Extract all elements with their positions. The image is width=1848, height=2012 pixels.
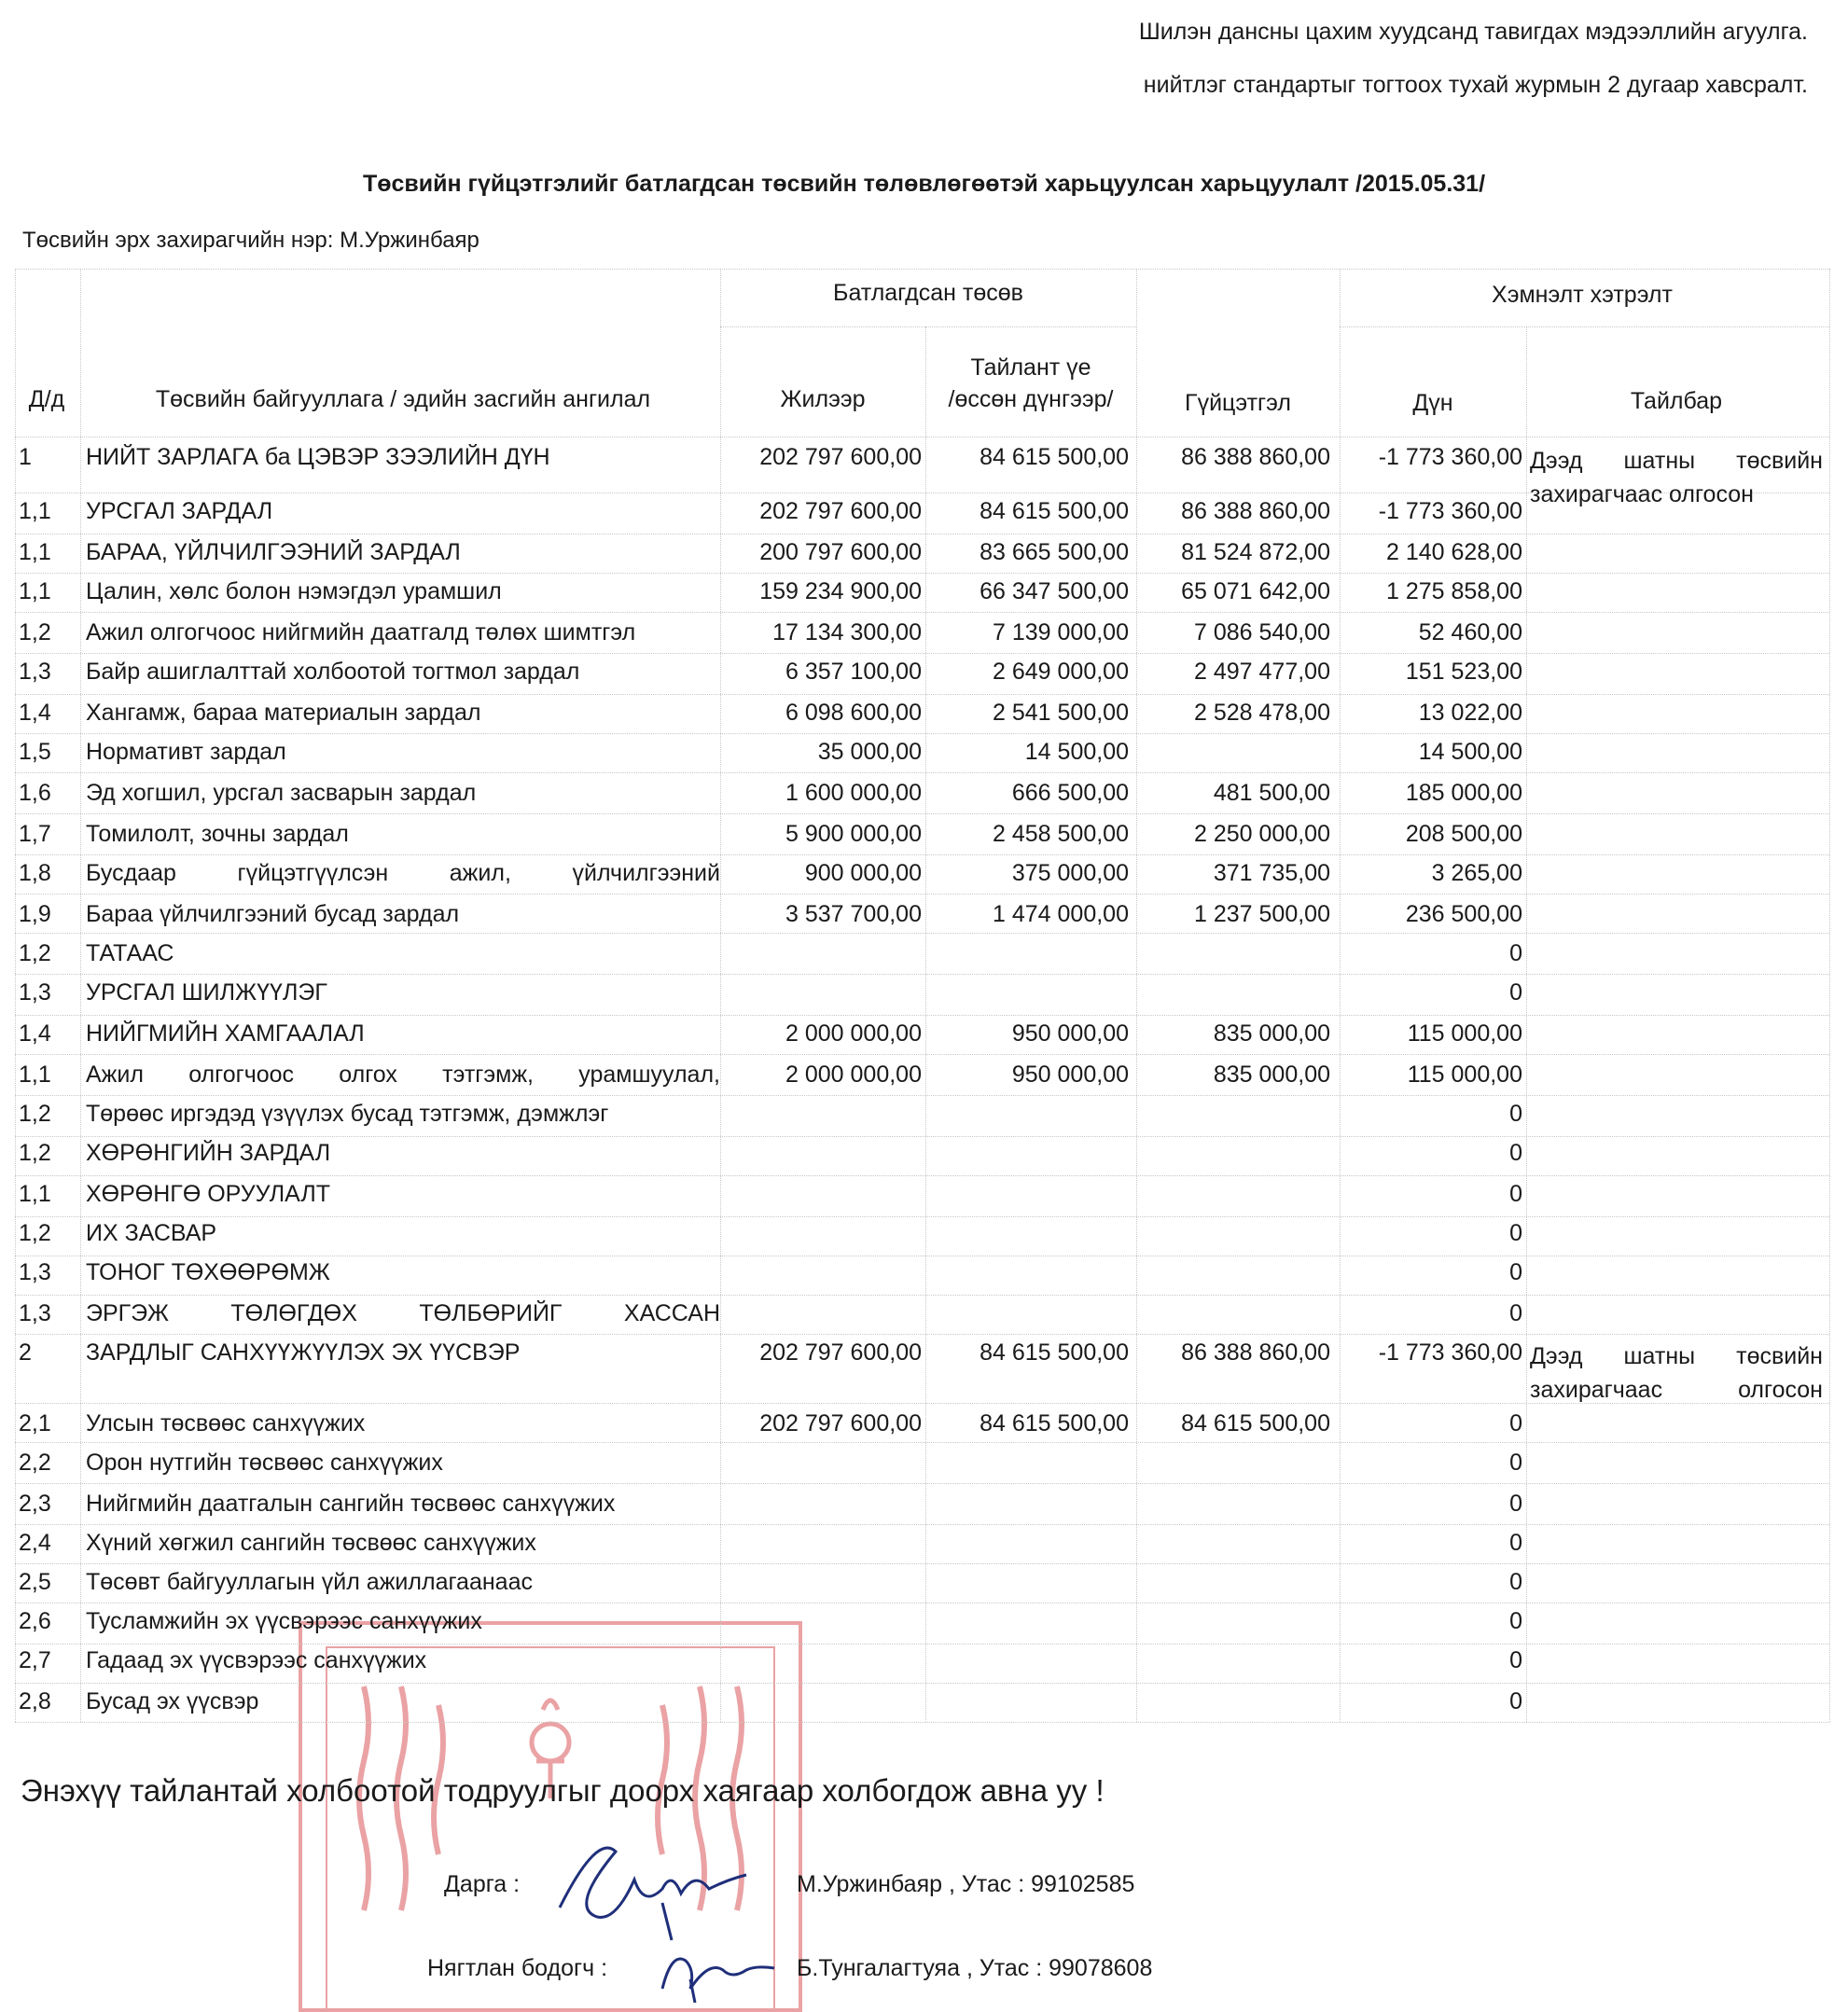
row-note-line2: захирагчаас олгосон bbox=[1530, 1377, 1823, 1403]
row-period: 2 541 500,00 bbox=[993, 700, 1129, 726]
header-amount: Дүн bbox=[1412, 390, 1453, 416]
row-period: 84 615 500,00 bbox=[980, 444, 1129, 470]
row-name: ТОНОГ ТӨХӨӨРӨМЖ bbox=[86, 1259, 330, 1285]
row-name: Тусламжийн эх үүсвэрээс санхүүжих bbox=[86, 1608, 482, 1634]
row-annual: 2 000 000,00 bbox=[785, 1020, 922, 1047]
row-performance: 86 388 860,00 bbox=[1181, 498, 1330, 524]
row-name: Цалин, хөлс болон нэмэгдэл урамшил bbox=[86, 578, 502, 604]
row-performance: 7 086 540,00 bbox=[1194, 619, 1330, 645]
table-row bbox=[15, 1300, 1829, 1334]
row-performance: 84 615 500,00 bbox=[1181, 1410, 1330, 1436]
row-period: 84 615 500,00 bbox=[980, 1339, 1129, 1366]
table-row bbox=[15, 578, 1829, 612]
table-row bbox=[15, 739, 1829, 772]
row-name: БАРАА, ҮЙЛЧИЛГЭЭНИЙ ЗАРДАЛ bbox=[86, 539, 461, 565]
row-amount: 0 bbox=[1509, 1181, 1522, 1207]
row-period: 84 615 500,00 bbox=[980, 498, 1129, 524]
row-annual: 200 797 600,00 bbox=[759, 539, 922, 565]
row-number: 2,1 bbox=[19, 1410, 51, 1436]
row-annual: 6 357 100,00 bbox=[785, 659, 922, 685]
row-amount: 0 bbox=[1509, 940, 1522, 966]
header-period-1: Тайлант үе bbox=[970, 354, 1091, 381]
header-line-2: нийтлэг стандартыг тогтоох тухай журмын 2 дугаар хавсралт. bbox=[1143, 72, 1808, 98]
grid-line bbox=[15, 1295, 1829, 1296]
grid-line bbox=[15, 1015, 1829, 1016]
row-number: 2 bbox=[19, 1339, 32, 1366]
row-performance: 1 237 500,00 bbox=[1194, 901, 1330, 927]
row-performance: 2 250 000,00 bbox=[1194, 821, 1330, 847]
row-name: НИЙТ ЗАРЛАГА ба ЦЭВЭР ЗЭЭЛИЙН ДҮН bbox=[86, 444, 550, 470]
row-annual: 202 797 600,00 bbox=[759, 1410, 922, 1436]
row-number: 1,7 bbox=[19, 821, 51, 847]
row-amount: 0 bbox=[1509, 979, 1522, 1006]
grid-line bbox=[15, 733, 1829, 734]
row-amount: 0 bbox=[1509, 1569, 1522, 1595]
row-amount: 0 bbox=[1509, 1300, 1522, 1326]
table-row bbox=[15, 1220, 1829, 1254]
row-annual: 202 797 600,00 bbox=[759, 1339, 922, 1366]
row-amount: 0 bbox=[1509, 1647, 1522, 1673]
header-annual: Жилээр bbox=[780, 386, 866, 412]
row-number: 1,8 bbox=[19, 860, 51, 886]
row-performance: 835 000,00 bbox=[1213, 1020, 1330, 1047]
header-note: Тайлбар bbox=[1630, 388, 1723, 414]
row-amount: 0 bbox=[1509, 1530, 1522, 1556]
table-row bbox=[15, 979, 1829, 1013]
header-line-1: Шилэн дансны цахим хуудсанд тавигдах мэдээллийн агуулга. bbox=[1138, 19, 1808, 45]
row-annual: 2 000 000,00 bbox=[785, 1062, 922, 1088]
row-number: 1,2 bbox=[19, 1101, 51, 1127]
grid-line bbox=[15, 1722, 1829, 1723]
header-num: Д/д bbox=[28, 386, 65, 412]
row-number: 2,7 bbox=[19, 1647, 51, 1673]
table-row bbox=[15, 1410, 1829, 1444]
row-annual: 35 000,00 bbox=[817, 739, 922, 765]
row-amount: 0 bbox=[1509, 1259, 1522, 1285]
row-note bbox=[1530, 1339, 1823, 1407]
row-name: Ажил олгогчоос олгох тэтгэмж, урамшуулал, bbox=[86, 1062, 720, 1088]
row-note-line2: захирагчаас олгосон bbox=[1530, 481, 1754, 507]
row-number: 1,1 bbox=[19, 1062, 51, 1088]
grid-line bbox=[15, 1175, 1829, 1176]
row-number: 2,4 bbox=[19, 1530, 51, 1556]
grid-line bbox=[15, 573, 1829, 574]
row-period: 7 139 000,00 bbox=[993, 619, 1129, 645]
row-name: Орон нутгийн төсвөөс санхүүжих bbox=[86, 1450, 443, 1476]
row-name: НИЙГМИЙН ХАМГААЛАЛ bbox=[86, 1020, 365, 1047]
row-number: 1 bbox=[19, 444, 32, 470]
table-row bbox=[15, 1020, 1829, 1054]
row-performance: 86 388 860,00 bbox=[1181, 1339, 1330, 1366]
row-name: Бусад эх үүсвэр bbox=[86, 1688, 259, 1714]
row-period: 950 000,00 bbox=[1011, 1062, 1129, 1088]
grid-line bbox=[15, 653, 1829, 654]
row-annual: 6 098 600,00 bbox=[785, 700, 922, 726]
row-amount: 0 bbox=[1509, 1220, 1522, 1246]
row-note-line1: Дээд шатны төсвийн bbox=[1530, 448, 1823, 474]
row-name: Хүний хөгжил сангийн төсвөөс санхүүжих bbox=[86, 1530, 536, 1556]
row-name: Гадаад эх үүсвэрээс санхүүжих bbox=[86, 1647, 427, 1673]
row-period: 66 347 500,00 bbox=[980, 578, 1129, 604]
row-period: 84 615 500,00 bbox=[980, 1410, 1129, 1436]
row-period: 1 474 000,00 bbox=[993, 901, 1129, 927]
row-number: 2,5 bbox=[19, 1569, 51, 1595]
row-number: 1,1 bbox=[19, 539, 51, 565]
row-number: 1,2 bbox=[19, 940, 51, 966]
table-row bbox=[15, 1140, 1829, 1173]
grid-line bbox=[15, 269, 1829, 270]
row-amount: 0 bbox=[1509, 1101, 1522, 1127]
row-name: ЗАРДЛЫГ САНХҮҮЖҮҮЛЭХ ЭХ ҮҮСВЭР bbox=[86, 1339, 521, 1366]
row-amount: 0 bbox=[1509, 1491, 1522, 1517]
row-name: Бараа үйлчилгээний бусад зардал bbox=[86, 901, 460, 927]
grid-line bbox=[15, 1216, 1829, 1217]
row-number: 1,1 bbox=[19, 1181, 51, 1207]
table-row bbox=[15, 1259, 1829, 1293]
row-name: Томилолт, зочны зардал bbox=[86, 821, 349, 847]
grid-line bbox=[15, 1563, 1829, 1564]
row-performance: 81 524 872,00 bbox=[1181, 539, 1330, 565]
table-row bbox=[15, 498, 1829, 532]
table-row bbox=[15, 619, 1829, 653]
table-row bbox=[15, 539, 1829, 573]
budget-manager-name: Төсвийн эрх захирагчийн нэр: М.Уржинбаяр bbox=[22, 228, 479, 253]
row-amount: 115 000,00 bbox=[1407, 1062, 1522, 1088]
row-name: Бусдаар гүйцэтгүүлсэн ажил, үйлчилгээний bbox=[86, 860, 720, 886]
row-number: 1,3 bbox=[19, 1300, 51, 1326]
row-number: 1,3 bbox=[19, 1259, 51, 1285]
row-amount: 3 265,00 bbox=[1431, 860, 1522, 886]
accountant-signature bbox=[653, 1942, 784, 2007]
grid-line bbox=[15, 1683, 1829, 1684]
row-amount: 0 bbox=[1509, 1410, 1522, 1436]
accountant-label: Нягтлан бодогч : bbox=[427, 1955, 608, 1981]
row-annual: 159 234 900,00 bbox=[759, 578, 922, 604]
table-row bbox=[15, 1647, 1829, 1681]
row-amount: 2 140 628,00 bbox=[1386, 539, 1522, 565]
row-period: 375 000,00 bbox=[1011, 860, 1129, 886]
row-amount: 208 500,00 bbox=[1405, 821, 1522, 847]
table-row bbox=[15, 780, 1829, 813]
table-row bbox=[15, 1339, 1829, 1407]
grid-line bbox=[15, 1095, 1829, 1096]
grid-line bbox=[15, 612, 1829, 613]
row-name: Эд хогшил, урсгал засварын зардал bbox=[86, 780, 477, 806]
row-performance: 481 500,00 bbox=[1213, 780, 1330, 806]
row-number: 2,8 bbox=[19, 1688, 51, 1714]
grid-line bbox=[1829, 269, 1830, 1722]
row-number: 1,2 bbox=[19, 1140, 51, 1166]
grid-line bbox=[15, 1483, 1829, 1484]
row-number: 1,6 bbox=[19, 780, 51, 806]
table-row bbox=[15, 1688, 1829, 1722]
table-row bbox=[15, 700, 1829, 733]
row-annual: 202 797 600,00 bbox=[759, 444, 922, 470]
row-amount: 0 bbox=[1509, 1140, 1522, 1166]
row-period: 83 665 500,00 bbox=[980, 539, 1129, 565]
row-amount: 115 000,00 bbox=[1407, 1020, 1522, 1047]
row-performance: 86 388 860,00 bbox=[1181, 444, 1330, 470]
director-contact: М.Уржинбаяр , Утас : 99102585 bbox=[797, 1871, 1135, 1897]
row-number: 1,1 bbox=[19, 498, 51, 524]
grid-line bbox=[15, 854, 1829, 855]
row-name: Хангамж, бараа материалын зардал bbox=[86, 700, 481, 726]
row-amount: 14 500,00 bbox=[1418, 739, 1522, 765]
row-performance: 371 735,00 bbox=[1213, 860, 1330, 886]
table-row bbox=[15, 1530, 1829, 1563]
row-amount: 52 460,00 bbox=[1418, 619, 1522, 645]
row-name: Байр ашиглалттай холбоотой тогтмол зардал bbox=[86, 659, 580, 685]
row-performance: 835 000,00 bbox=[1213, 1062, 1330, 1088]
row-period: 2 458 500,00 bbox=[993, 821, 1129, 847]
table-row bbox=[15, 1062, 1829, 1095]
row-name: Нормативт зардал bbox=[86, 739, 286, 765]
grid-line bbox=[1340, 326, 1829, 327]
row-amount: 13 022,00 bbox=[1418, 700, 1522, 726]
row-period: 950 000,00 bbox=[1011, 1020, 1129, 1047]
row-annual: 5 900 000,00 bbox=[785, 821, 922, 847]
grid-line bbox=[15, 1524, 1829, 1525]
grid-line bbox=[15, 1136, 1829, 1137]
grid-line bbox=[15, 1054, 1829, 1055]
row-number: 2,2 bbox=[19, 1450, 51, 1476]
row-amount: -1 773 360,00 bbox=[1378, 498, 1522, 524]
grid-line bbox=[15, 813, 1829, 814]
grid-line bbox=[720, 326, 1136, 327]
row-period: 14 500,00 bbox=[1024, 739, 1129, 765]
row-name: ТАТААС bbox=[86, 940, 174, 966]
row-name: Төрөөс иргэдэд үзүүлэх бусад тэтгэмж, дэмжлэг bbox=[86, 1101, 609, 1127]
table-row bbox=[15, 1608, 1829, 1642]
header-performance: Гүйцэтгэл bbox=[1185, 390, 1291, 416]
row-number: 1,4 bbox=[19, 1020, 51, 1047]
row-performance: 2 528 478,00 bbox=[1194, 700, 1330, 726]
header-name: Төсвийн байгууллага / эдийн засгийн ангилал bbox=[155, 386, 651, 412]
row-name: УРСГАЛ ЗАРДАЛ bbox=[86, 498, 273, 524]
table-row bbox=[15, 1450, 1829, 1483]
table-row bbox=[15, 1101, 1829, 1134]
row-amount: 0 bbox=[1509, 1450, 1522, 1476]
row-amount: 151 523,00 bbox=[1405, 659, 1522, 685]
row-name: УРСГАЛ ШИЛЖҮҮЛЭГ bbox=[86, 979, 327, 1006]
row-amount: 0 bbox=[1509, 1688, 1522, 1714]
table-row bbox=[15, 1569, 1829, 1603]
table-row bbox=[15, 659, 1829, 692]
table-row bbox=[15, 821, 1829, 854]
row-number: 1,2 bbox=[19, 619, 51, 645]
row-name: ЭРГЭЖ ТӨЛӨГДӨХ ТӨЛБӨРИЙГ ХАССАН bbox=[86, 1300, 720, 1326]
header-approved-budget: Батлагдсан төсөв bbox=[833, 280, 1023, 306]
row-name: Улсын төсвөөс санхүүжих bbox=[86, 1410, 366, 1436]
table-row bbox=[15, 860, 1829, 894]
budget-comparison-table bbox=[15, 269, 1829, 1749]
row-annual: 17 134 300,00 bbox=[772, 619, 922, 645]
row-amount: 236 500,00 bbox=[1405, 901, 1522, 927]
row-annual: 202 797 600,00 bbox=[759, 498, 922, 524]
row-annual: 900 000,00 bbox=[804, 860, 922, 886]
grid-line bbox=[15, 974, 1829, 975]
header-variance: Хэмнэлт хэтрэлт bbox=[1492, 282, 1673, 308]
row-number: 1,3 bbox=[19, 979, 51, 1006]
row-name: ХӨРӨНГӨ ОРУУЛАЛТ bbox=[86, 1181, 331, 1207]
table-row bbox=[15, 901, 1829, 935]
table-row bbox=[15, 940, 1829, 974]
director-signature bbox=[541, 1819, 765, 1950]
row-number: 1,3 bbox=[19, 659, 51, 685]
table-row bbox=[15, 1181, 1829, 1214]
row-annual: 3 537 700,00 bbox=[785, 901, 922, 927]
row-amount: 1 275 858,00 bbox=[1386, 578, 1522, 604]
row-amount: 0 bbox=[1509, 1608, 1522, 1634]
row-number: 1,4 bbox=[19, 700, 51, 726]
grid-line bbox=[15, 1334, 1829, 1335]
row-annual: 1 600 000,00 bbox=[785, 780, 922, 806]
row-number: 2,3 bbox=[19, 1491, 51, 1517]
contact-note: Энэхүү тайлантай холбоотой тодруулгыг доорх хаягаар холбогдож авна уу ! bbox=[21, 1773, 1105, 1808]
row-name: Нийгмийн даатгалын сангийн төсвөөс санхүүжих bbox=[86, 1491, 616, 1517]
row-name: Төсөвт байгууллагын үйл ажиллагаанаас bbox=[86, 1569, 533, 1595]
row-name: ИХ ЗАСВАР bbox=[86, 1220, 217, 1246]
grid-line bbox=[15, 694, 1829, 695]
row-note-line1: Дээд шатны төсвийн bbox=[1530, 1343, 1823, 1369]
row-amount: -1 773 360,00 bbox=[1378, 444, 1522, 470]
row-period: 2 649 000,00 bbox=[993, 659, 1129, 685]
row-name: Ажил олгогчоос нийгмийн даатгалд төлөх шимтгэл bbox=[86, 619, 636, 645]
row-number: 1,1 bbox=[19, 578, 51, 604]
accountant-contact: Б.Тунгалагтуяа , Утас : 99078608 bbox=[797, 1955, 1153, 1981]
row-period: 666 500,00 bbox=[1011, 780, 1129, 806]
row-name: ХӨРӨНГИЙН ЗАРДАЛ bbox=[86, 1140, 331, 1166]
header-period-2: /өссөн дүнгээр/ bbox=[948, 386, 1114, 412]
row-performance: 2 497 477,00 bbox=[1194, 659, 1330, 685]
row-number: 1,5 bbox=[19, 739, 51, 765]
grid-line bbox=[15, 772, 1829, 773]
row-number: 2,6 bbox=[19, 1608, 51, 1634]
grid-line bbox=[15, 894, 1829, 895]
row-amount: -1 773 360,00 bbox=[1378, 1339, 1522, 1366]
page-title: Төсвийн гүйцэтгэлийг батлагдсан төсвийн төлөвлөгөөтэй харьцуулсан харьцуулалт /2015.05.31/ bbox=[362, 171, 1486, 197]
row-performance: 65 071 642,00 bbox=[1181, 578, 1330, 604]
row-amount: 185 000,00 bbox=[1405, 780, 1522, 806]
director-label: Дарга : bbox=[444, 1871, 521, 1897]
row-number: 1,9 bbox=[19, 901, 51, 927]
table-row bbox=[15, 1491, 1829, 1524]
row-number: 1,2 bbox=[19, 1220, 51, 1246]
